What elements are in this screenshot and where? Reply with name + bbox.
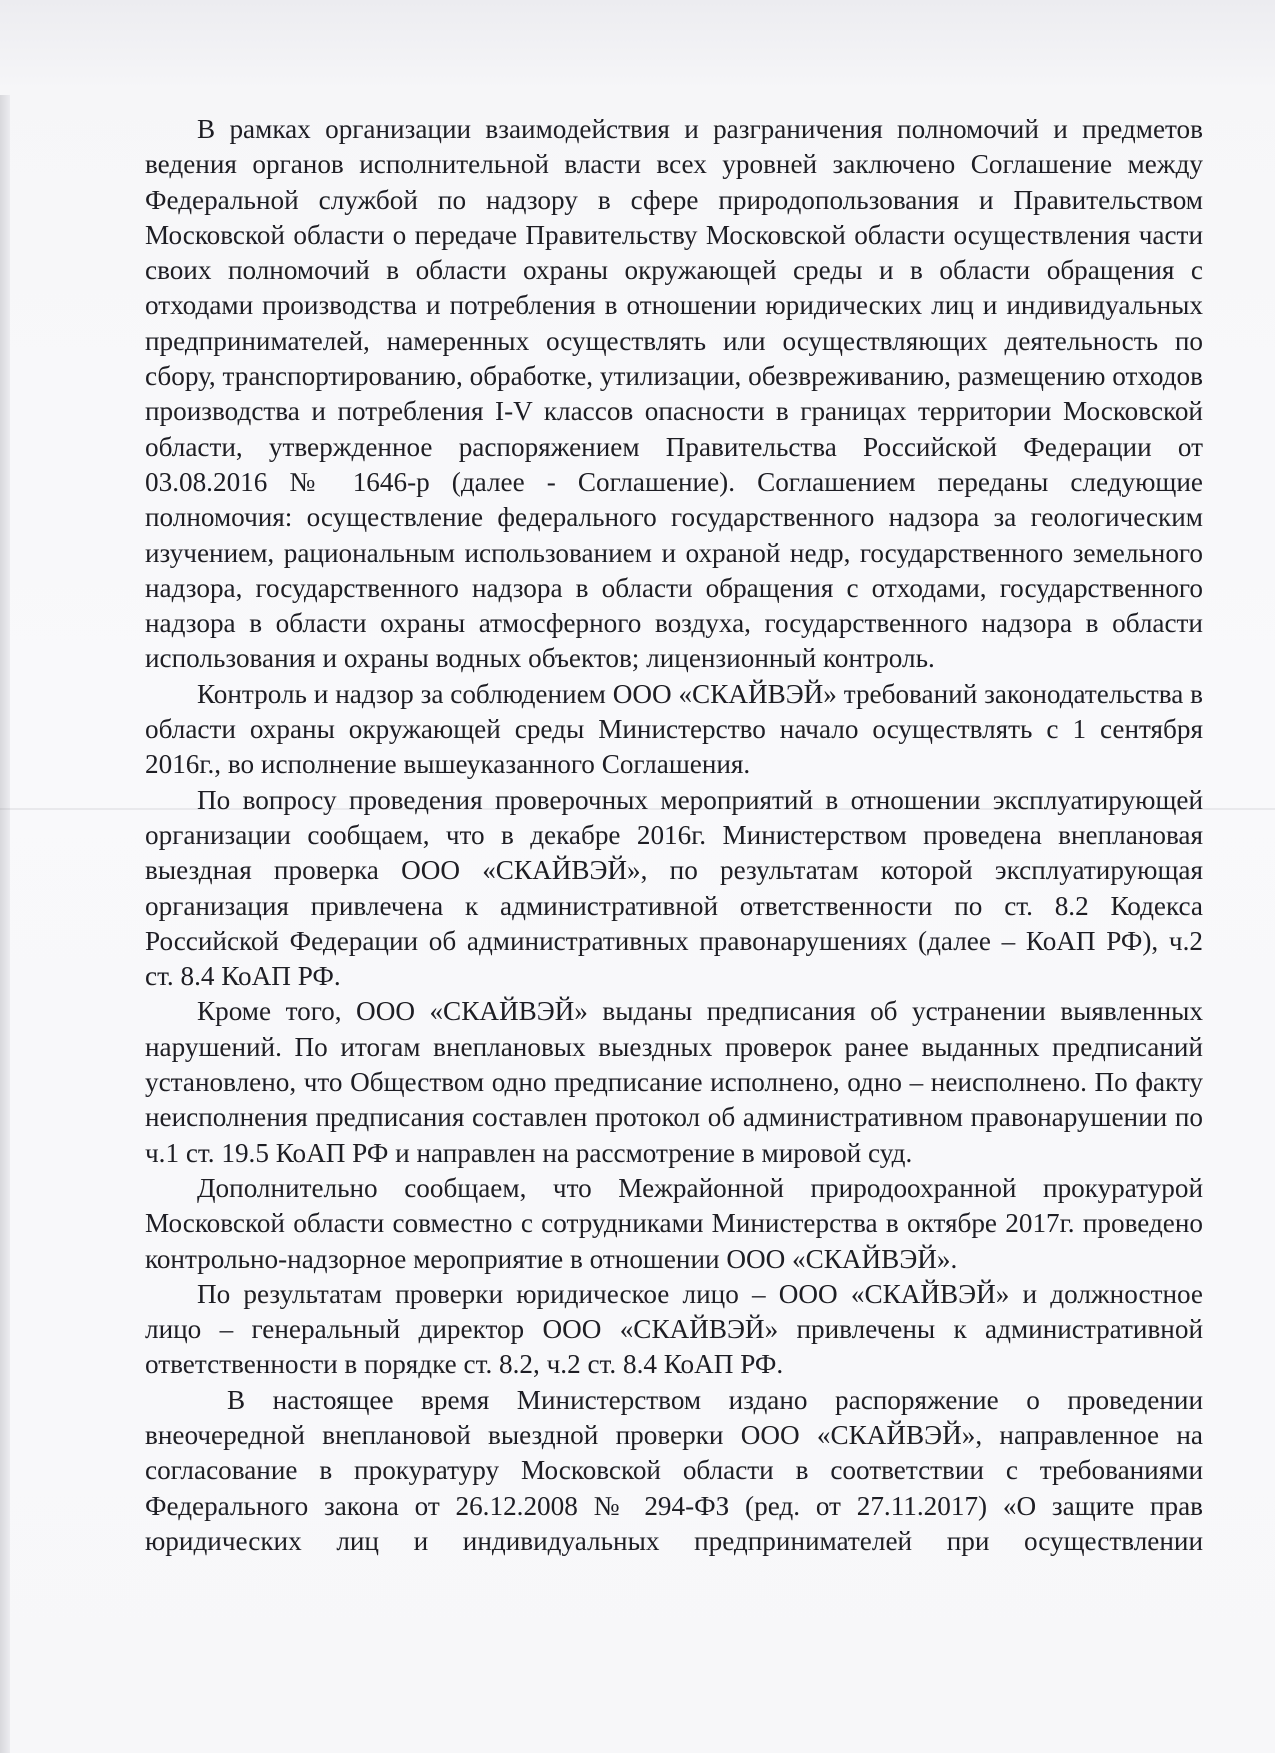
paragraph-inspection: По вопросу проведения проверочных мероприятий в отношении эксплуатирующей организации сообщаем, что в декабре 2016г. Министерством проведена внеплановая выездная проверка ООО «СКАЙВЭЙ», по результатам которой эксплуатирующая организация привлечена к административной ответственности по ст. 8.2 Кодекса Российской Федерации об административных правонарушениях (далее – КоАП РФ), ч.2 ст. 8.4 КоАП РФ. [145, 784, 1203, 992]
paragraph-prescriptions: Кроме того, ООО «СКАЙВЭЙ» выданы предписания об устранении выявленных нарушений. По итогам внеплановых выездных проверок ранее выданных предписаний установлено, что Обществом одно предписание исполнено, одно – неисполнено. По факту неисполнения предписания составлен протокол об административном правонарушении по ч.1 ст. 19.5 КоАП РФ и направлен на рассмотрение в мировой суд. [145, 996, 1203, 1168]
paragraph-control-start: Контроль и надзор за соблюдением ООО «СКАЙВЭЙ» требований законодательства в области охраны окружающей среды Министерство начало осуществлять с 1 сентября 2016г., во исполнение вышеуказанного Соглашения. [145, 678, 1203, 780]
paragraph-prosecutor-check: Дополнительно сообщаем, что Межрайонной природоохранной прокуратурой Московской области совместно с сотрудниками Министерства в октябре 2017г. проведено контрольно-надзорное мероприятие в отношении ООО «СКАЙВЭЙ». [145, 1172, 1203, 1274]
paragraph-current-order: В настоящее время Министерством издано распоряжение о проведении внеочередной внеплановой выездной проверки ООО «СКАЙВЭЙ», направленное на согласование в прокуратуру Московской области в соответствии с требованиями Федерального закона от 26.12.2008 № 294-ФЗ (ред. от 27.11.2017) «О защите прав юридических лиц и индивидуальных предпринимателей при осуществлении [145, 1384, 1203, 1556]
scan-top-shadow [0, 0, 1275, 90]
page-edge [0, 95, 10, 1753]
paragraph-agreement: В рамках организации взаимодействия и разграничения полномочий и предметов ведения органов исполнительной власти всех уровней заключено Соглашение между Федеральной службой по надзору в сфере природопользования и Правительством Московской области о передаче Правительству Московской области осуществления части своих полномочий в области охраны окружающей среды и в области обращения с отходами производства и потребления в отношении юридических лиц и индивидуальных предпринимателей, намеренных осуществлять или осуществляющих деятельность по сбору, транспортированию, обработке, утилизации, обезвреживанию, размещению отходов производства и потребления I-V классов опасности в границах территории Московской области, утвержденное распоряжением Правительства Российской Федерации от 03.08.2016 № 1646-р (далее - Соглашение). Соглашением переданы следующие полномочия: осуществление федерального государственного надзора за геологическим изучением, рациональным использованием и охраной недр, государственного земельного надзора, государственного надзора в области обращения с отходами, государственного надзора в области охраны атмосферного воздуха, государственного надзора в области использования и охраны водных объектов; лицензионный контроль. [145, 114, 1203, 674]
paragraph-liability: По результатам проверки юридическое лицо – ООО «СКАЙВЭЙ» и должностное лицо – генеральный директор ООО «СКАЙВЭЙ» привлечены к административной ответственности в порядке ст. 8.2, ч.2 ст. 8.4 КоАП РФ. [145, 1278, 1203, 1380]
letter-body [145, 112, 1203, 1559]
